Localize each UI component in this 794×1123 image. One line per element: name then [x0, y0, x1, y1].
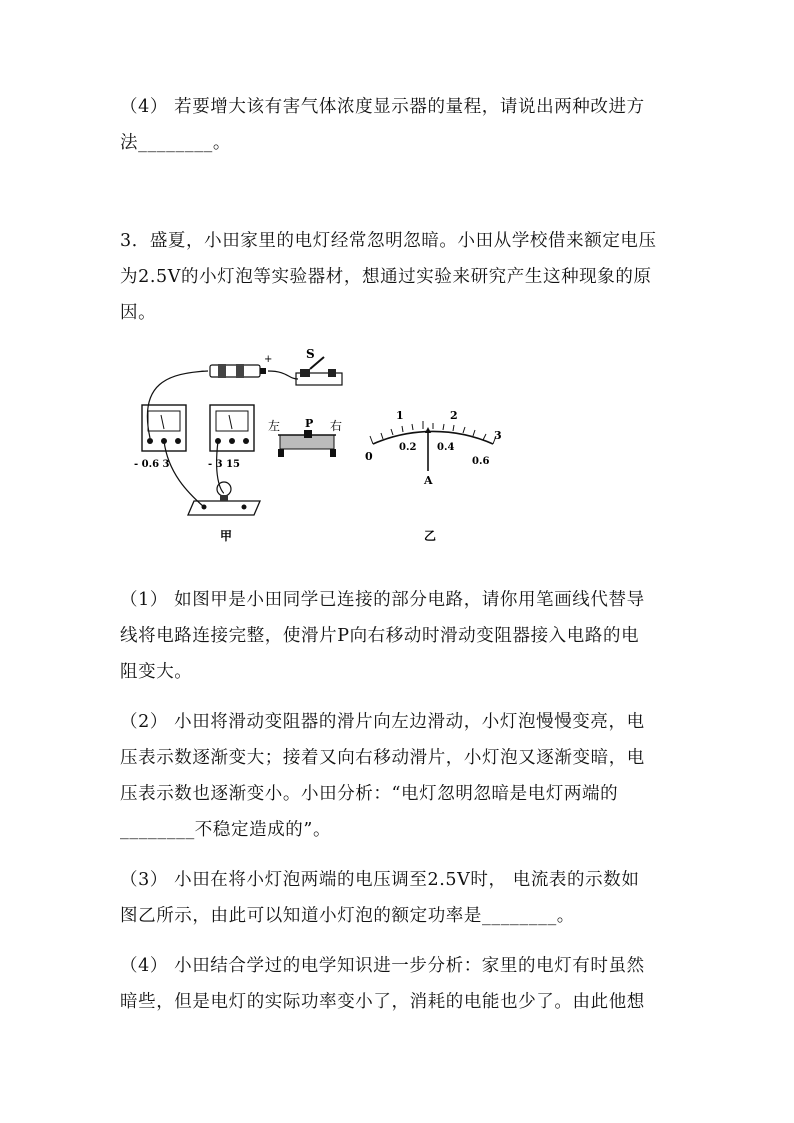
voltmeter-icon	[208, 405, 254, 470]
rheostat-p-label: P	[305, 417, 314, 430]
battery-icon	[201, 354, 272, 378]
rheostat-icon	[268, 417, 342, 457]
switch-label: S	[306, 347, 315, 361]
q3-p4-line2: 暗些，但是电灯的实际功率变小了，消耗的电能也少了。由此他想	[120, 992, 645, 1012]
q3-p1-line3: 阻变大。	[120, 662, 193, 682]
scale-bottom-0: 0	[365, 450, 373, 463]
rheostat-right-label: 右	[330, 419, 343, 433]
q2-part4-line1: （4） 若要增大该有害气体浓度显示器的量程，请说出两种改进方	[120, 97, 645, 117]
scale-top-1: 1	[396, 409, 404, 422]
circuit-figure	[128, 343, 508, 552]
switch-icon	[296, 347, 342, 385]
q3-p4-line1: （4） 小田结合学过的电学知识进一步分析：家里的电灯有时虽然	[120, 956, 645, 976]
ammeter-scale	[365, 409, 502, 487]
q3-p2-line3: 压表示数也逐渐变小。小田分析：“电灯忽明忽暗是电灯两端的	[120, 784, 619, 804]
scale-bottom-02: 0.2	[399, 442, 417, 453]
ammeter-icon	[134, 405, 186, 470]
meter-unit: A	[424, 474, 433, 487]
figure-label-jia: 甲	[220, 529, 233, 543]
scale-bottom-04: 0.4	[437, 442, 455, 453]
lamp-icon	[188, 482, 260, 515]
q3-p1-line1: （1） 如图甲是小田同学已连接的部分电路，请你用笔画线代替导	[120, 590, 645, 610]
ammeter-terminals: - 0.6 3	[134, 459, 170, 470]
rheostat-left-label: 左	[268, 419, 281, 433]
q3-p2-line1: （2） 小田将滑动变阻器的滑片向左边滑动，小灯泡慢慢变亮，电	[120, 712, 645, 732]
scale-top-2: 2	[450, 409, 458, 422]
q3-intro-line3: 因。	[120, 303, 157, 323]
q2-part4-line2: 法________。	[120, 133, 231, 153]
battery-plus-label: +	[264, 354, 273, 365]
q3-p3-line1: （3） 小田在将小灯泡两端的电压调至2.5V时， 电流表的示数如	[120, 870, 640, 890]
scale-bottom-06: 0.6	[472, 456, 490, 467]
q3-p2-line2: 压表示数逐渐变大；接着又向右移动滑片，小灯泡又逐渐变暗，电	[120, 748, 645, 768]
voltmeter-terminals: - 3 15	[208, 459, 240, 470]
q3-p3-line2: 图乙所示，由此可以知道小灯泡的额定功率是________。	[120, 906, 575, 926]
q3-p1-line2: 线将电路连接完整，使滑片P向右移动时滑动变阻器接入电路的电	[120, 626, 640, 646]
figure-label-yi: 乙	[424, 529, 437, 543]
q3-p2-line4: ________不稳定造成的”。	[120, 820, 332, 840]
scale-top-3: 3	[494, 429, 502, 442]
q3-intro-line1: 3．盛夏，小田家里的电灯经常忽明忽暗。小田从学校借来额定电压	[120, 231, 657, 251]
q3-intro-line2: 为2.5V的小灯泡等实验器材，想通过实验来研究产生这种现象的原	[120, 267, 652, 287]
battery-minus-label: -	[201, 366, 205, 377]
